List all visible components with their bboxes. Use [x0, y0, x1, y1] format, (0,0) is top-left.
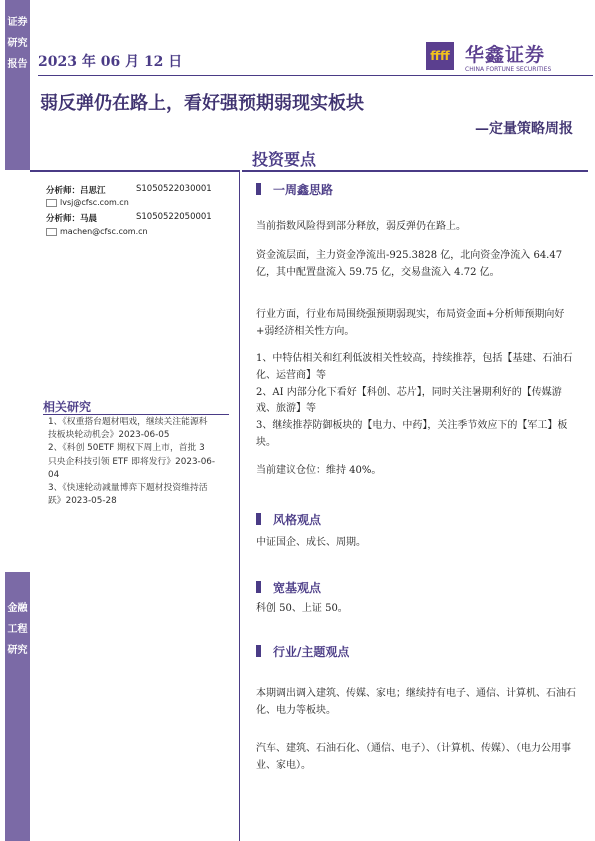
- header-divider: [38, 75, 593, 76]
- broad-text: 科创 50、上证 50。: [256, 603, 348, 614]
- report-date: 2023 年 06 月 12 日: [38, 54, 183, 70]
- weekly-para-2: 资金流层面，主力资金净流出-925.3828 亿，北向资金净流入 64.47 亿，其中配置盘流入 59.75 亿，交易盘流入 4.72 亿。: [256, 250, 563, 278]
- weekly-position: 当前建议仓位：维持 40%。: [256, 465, 382, 476]
- company-logo: [426, 42, 586, 74]
- left-column-rule: [30, 170, 240, 172]
- list-item: 3、继续推荐防御板块的【电力、中药】，关注季节效应下的【军工】板块。: [256, 420, 568, 448]
- industry-text-2: 汽车、建筑、石油石化、（通信、电子）、（计算机、传媒）、（电力公用事业、家电）。: [256, 743, 571, 771]
- related-research-list: [48, 416, 216, 508]
- analyst-2-email[interactable]: machen@cfsc.com.cn: [60, 227, 148, 236]
- industry-text-1: 本期调出调入建筑、传媒、家电；继续持有电子、通信、计算机、石油石化、电力等板块。: [256, 688, 576, 716]
- logo-name: 华鑫证券: [465, 44, 546, 66]
- related-research-heading: 相关研究: [43, 400, 92, 414]
- heading-broad: 宽基观点: [256, 579, 321, 596]
- heading-bar-icon: [256, 645, 261, 657]
- analyst-1: [46, 184, 212, 196]
- analyst-1-name: 分析师：吕思江: [46, 186, 106, 196]
- heading-bar-icon: [256, 581, 261, 593]
- related-item[interactable]: 1、《权重搭台题材唱戏，继续关注能源科技板块轮动机会》2023-06-05: [48, 417, 208, 441]
- heading-bar-icon: [256, 183, 261, 195]
- heading-weekly: 一周鑫思路: [256, 181, 333, 198]
- report-subtitle: —定量策略周报: [475, 121, 573, 137]
- heading-bar-icon: [256, 513, 261, 525]
- list-item: 1、中特估相关和红利低波相关性较高，持续推荐，包括【基建、石油石化、运营商】等: [256, 353, 573, 381]
- related-item[interactable]: 3、《快速轮动减量博弈下题材投资维持活跃》2023-05-28: [48, 483, 208, 507]
- style-text: 中证国企、成长、周期。: [256, 537, 366, 548]
- heading-style: 风格观点: [256, 511, 321, 528]
- section-title-rule: [242, 170, 588, 172]
- weekly-para-1: 当前指数风险得到部分释放，弱反弹仍在路上。: [256, 221, 466, 232]
- analyst-2-cert: S1050522050001: [136, 212, 212, 222]
- weekly-para-3: 行业方面，行业布局围绕强预期弱现实，布局资金面+分析师预期向好+弱经济相关性方向。: [256, 309, 565, 337]
- list-item: 2、AI 内部分化下看好【科创、芯片】，同时关注暑期利好的【传媒游戏、旅游】等: [256, 386, 562, 415]
- analyst-2-email-row: [46, 227, 148, 236]
- email-icon: [46, 228, 57, 236]
- email-icon: [46, 199, 57, 207]
- analyst-1-email-row: [46, 198, 129, 207]
- analyst-2: [46, 212, 212, 224]
- column-divider: [239, 170, 240, 841]
- analyst-1-email[interactable]: lvsj@cfsc.com.cn: [60, 198, 129, 207]
- weekly-list: [256, 351, 578, 452]
- report-title: 弱反弹仍在路上，看好强预期弱现实板块: [40, 93, 364, 114]
- sidebar-bottom-label: 金融工程研究: [7, 603, 28, 656]
- sidebar-top-label: 证券研究报告: [7, 17, 28, 70]
- analyst-1-cert: S1050522030001: [136, 184, 212, 194]
- related-research-rule: [43, 414, 229, 415]
- analyst-2-name: 分析师：马晨: [46, 214, 98, 224]
- heading-industry: 行业/主题观点: [256, 643, 349, 660]
- section-title: 投资要点: [252, 150, 317, 169]
- logo-subtitle: CHINA FORTUNE SECURITIES: [465, 66, 552, 73]
- logo-mark-icon: ffff: [426, 42, 454, 70]
- related-item[interactable]: 2、《科创 50ETF 期权下周上市，首批 3 只央企科技引领 ETF 即将发行》2023-06-04: [48, 443, 216, 480]
